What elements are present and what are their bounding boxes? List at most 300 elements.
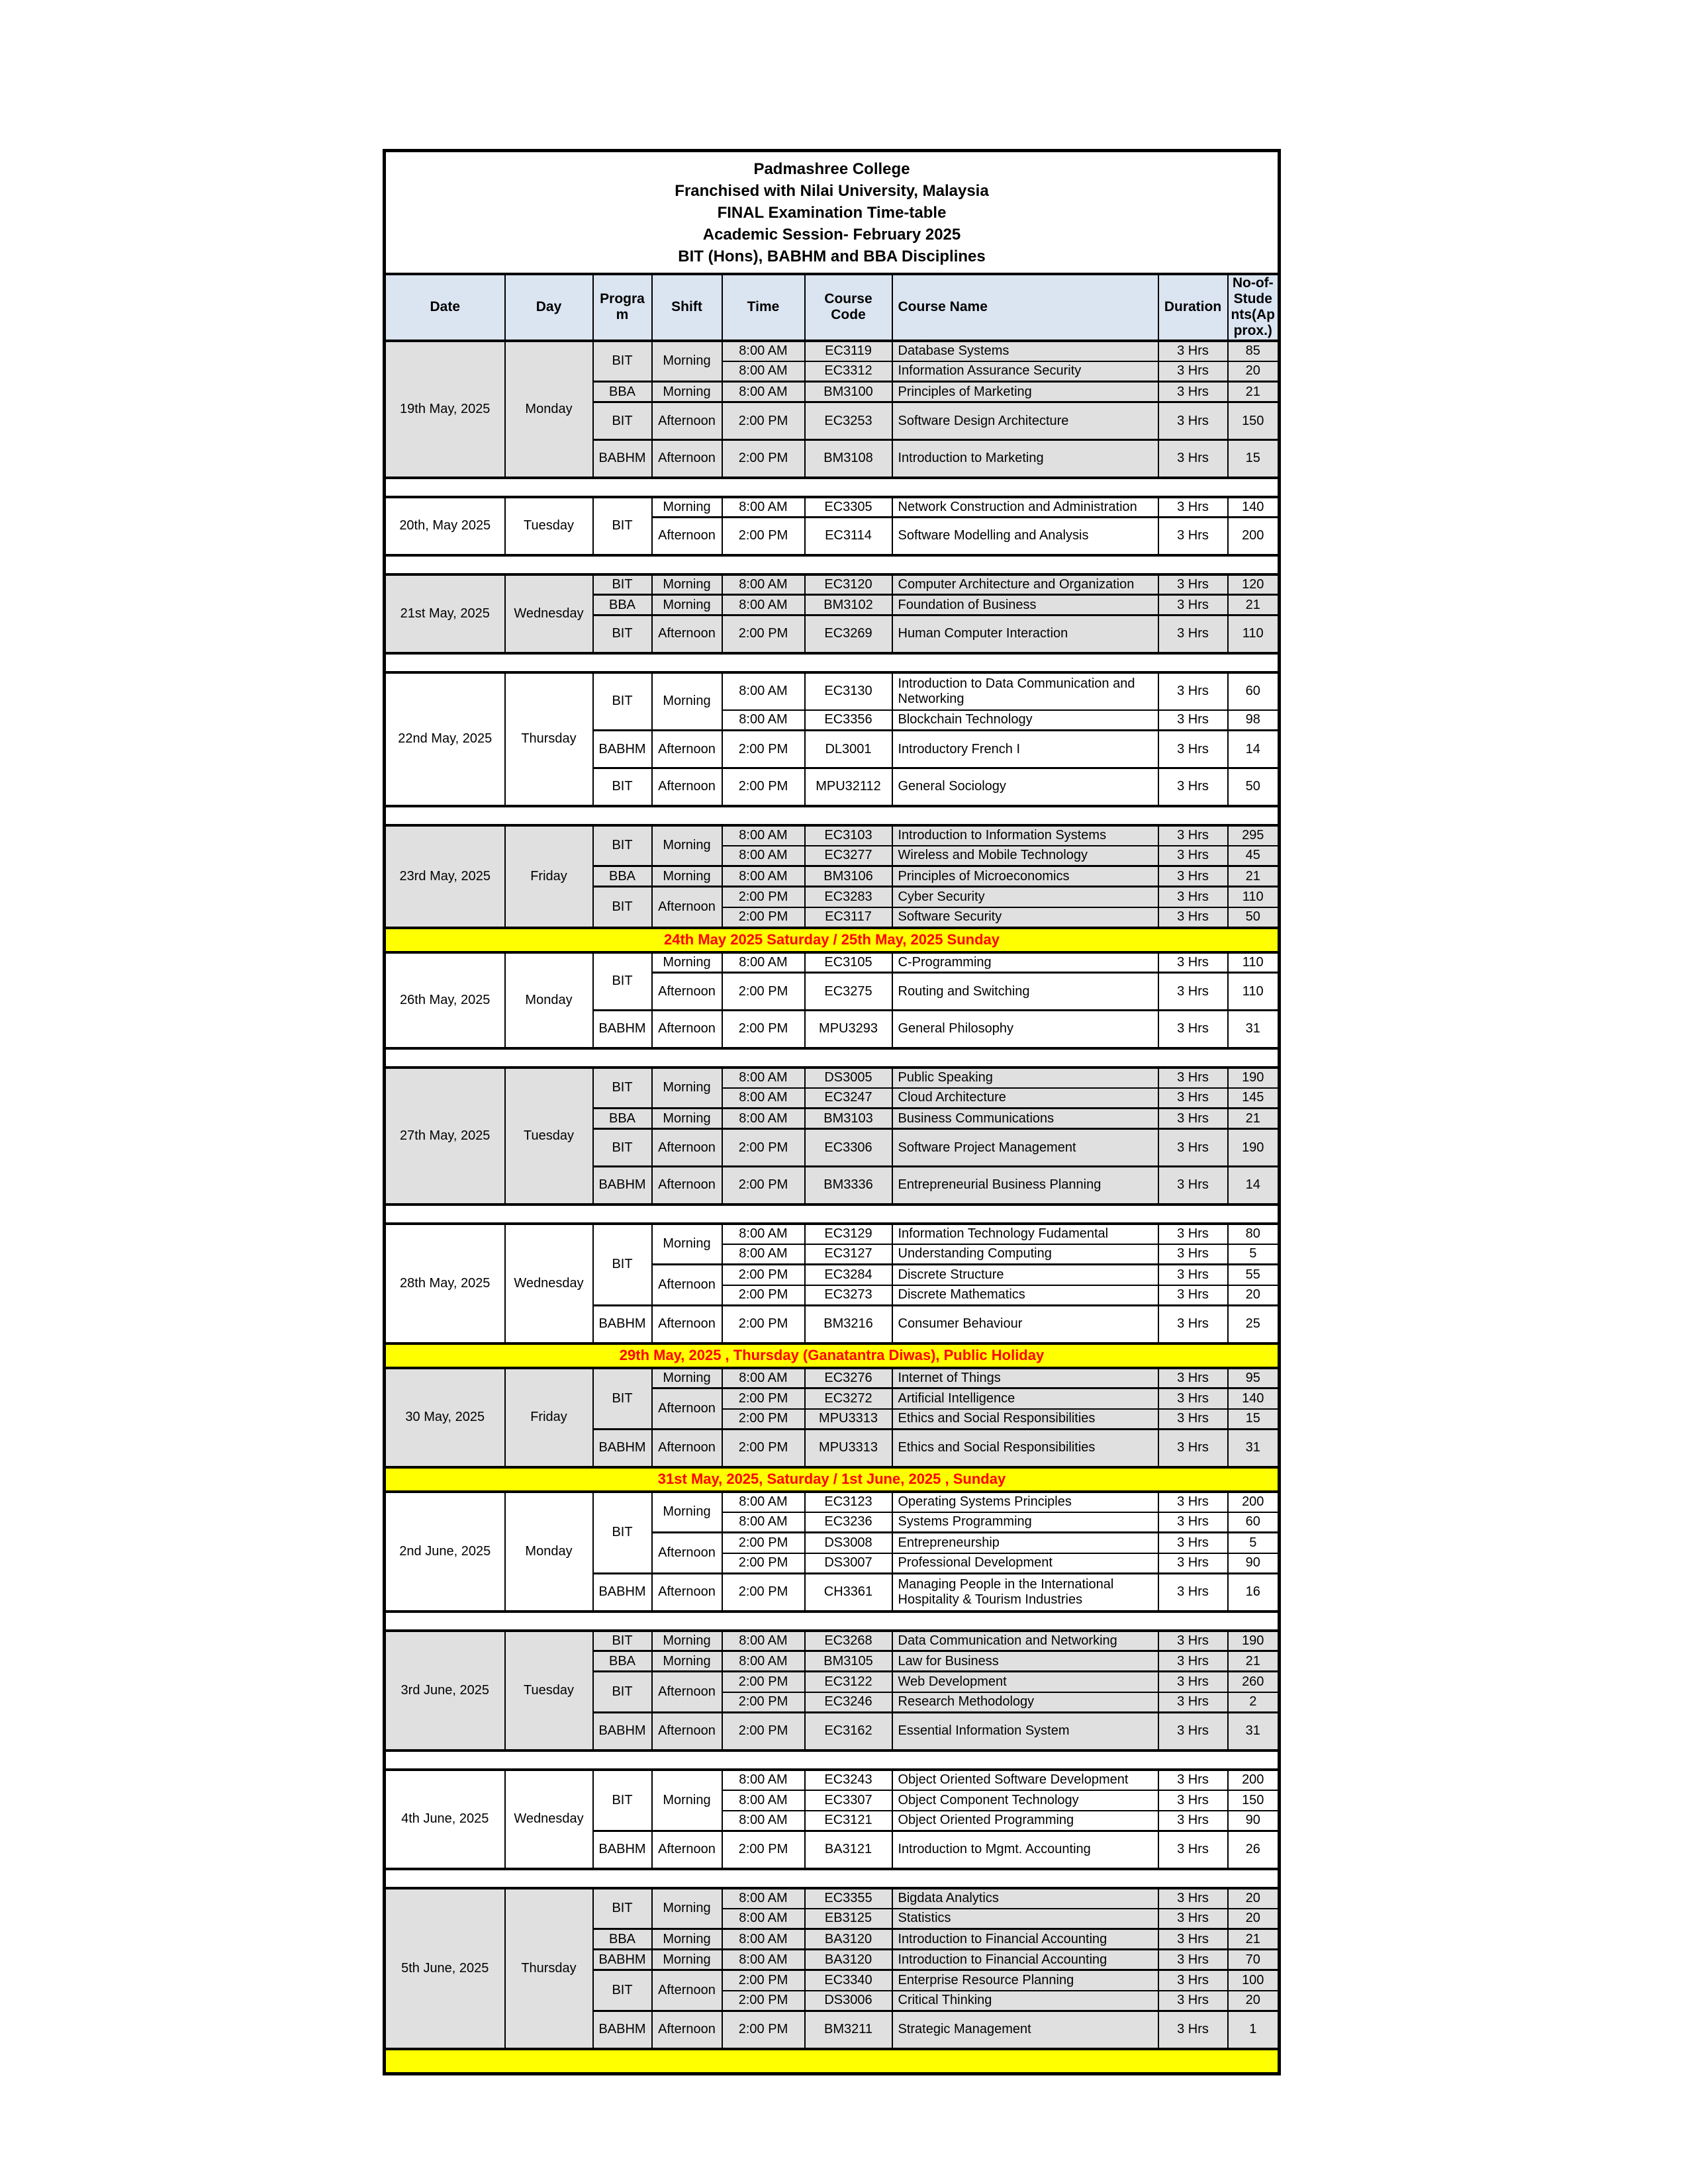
students-cell: 20 [1228,1285,1280,1306]
exam-row [385,825,1280,846]
course-code-cell: EC3122 [805,1672,892,1692]
exam-row [385,497,1280,518]
shift-cell: Afternoon [652,887,722,928]
column-header-shift: Shift [652,274,722,341]
duration-cell: 3 Hrs [1158,1265,1228,1285]
course-code-cell: EC3121 [805,1811,892,1831]
day-cell: Wednesday [505,1224,593,1343]
students-cell: 21 [1228,1109,1280,1129]
spacer-cell [385,806,1280,825]
students-cell: 110 [1228,615,1280,653]
shift-cell: Morning [652,825,722,866]
duration-cell: 3 Hrs [1158,1831,1228,1869]
course-name-cell: Foundation of Business [892,595,1158,615]
date-cell: 19th May, 2025 [385,341,505,478]
program-cell: BIT [593,672,652,731]
date-cell: 2nd June, 2025 [385,1492,505,1612]
exam-row [385,1888,1280,1909]
holiday-row [385,928,1280,952]
day-cell: Thursday [505,672,593,806]
date-cell: 5th June, 2025 [385,1888,505,2049]
title-session: Academic Session- February 2025 [702,225,961,244]
time-cell: 2:00 PM [722,1430,805,1467]
holiday-banner: 31st May, 2025, Saturday / 1st June, 2025 , Sunday [385,1467,1280,1492]
program-cell: BABHM [593,1167,652,1205]
holiday-banner: 24th May 2025 Saturday / 25th May, 2025 Sunday [385,928,1280,952]
course-code-cell: BM3103 [805,1109,892,1129]
spacer-cell [385,555,1280,574]
program-cell: BABHM [593,2011,652,2049]
duration-cell: 3 Hrs [1158,768,1228,806]
day-cell: Tuesday [505,1631,593,1751]
time-cell: 2:00 PM [722,1388,805,1409]
course-code-cell: MPU3313 [805,1430,892,1467]
duration-cell: 3 Hrs [1158,361,1228,382]
time-cell: 8:00 AM [722,341,805,361]
exam-row [385,574,1280,595]
course-code-cell: EC3269 [805,615,892,653]
duration-cell: 3 Hrs [1158,1770,1228,1790]
time-cell: 2:00 PM [722,518,805,555]
shift-cell: Morning [652,497,722,518]
course-name-cell: General Philosophy [892,1011,1158,1048]
course-name-cell: Critical Thinking [892,1991,1158,2011]
course-name-cell: Bigdata Analytics [892,1888,1158,1909]
duration-cell: 3 Hrs [1158,382,1228,402]
duration-cell: 3 Hrs [1158,825,1228,846]
program-cell: BIT [593,1224,652,1306]
title-block [385,151,1280,275]
day-cell: Monday [505,952,593,1048]
program-cell: BIT [593,341,652,382]
duration-cell: 3 Hrs [1158,1492,1228,1512]
shift-cell: Morning [652,672,722,731]
time-cell: 2:00 PM [722,1831,805,1869]
duration-cell: 3 Hrs [1158,731,1228,768]
students-cell: 70 [1228,1950,1280,1970]
duration-cell: 3 Hrs [1158,1713,1228,1751]
time-cell: 8:00 AM [722,1770,805,1790]
shift-cell: Afternoon [652,440,722,478]
students-cell: 21 [1228,1929,1280,1950]
students-cell: 20 [1228,1909,1280,1929]
course-code-cell: DS3006 [805,1991,892,2011]
course-code-cell: MPU3293 [805,1011,892,1048]
duration-cell: 3 Hrs [1158,1811,1228,1831]
spacer-cell [385,1751,1280,1770]
students-cell: 95 [1228,1368,1280,1388]
time-cell: 8:00 AM [722,825,805,846]
time-cell: 8:00 AM [722,1631,805,1651]
duration-cell: 3 Hrs [1158,402,1228,440]
course-name-cell: Ethics and Social Responsibilities [892,1409,1158,1430]
students-cell: 110 [1228,973,1280,1011]
shift-cell: Afternoon [652,1831,722,1869]
duration-cell: 3 Hrs [1158,1285,1228,1306]
time-cell: 2:00 PM [722,1970,805,1991]
shift-cell: Afternoon [652,768,722,806]
program-cell: BIT [593,768,652,806]
course-name-cell: Cloud Architecture [892,1088,1158,1109]
shift-cell: Afternoon [652,1265,722,1306]
course-code-cell: EC3129 [805,1224,892,1244]
spacer-row [385,806,1280,825]
students-cell: 26 [1228,1831,1280,1869]
course-name-cell: Software Design Architecture [892,402,1158,440]
program-cell: BBA [593,866,652,887]
course-name-cell: Data Communication and Networking [892,1631,1158,1651]
students-cell: 150 [1228,1790,1280,1811]
shift-cell: Morning [652,595,722,615]
students-cell: 21 [1228,1651,1280,1672]
program-cell: BIT [593,1129,652,1167]
time-cell: 8:00 AM [722,1244,805,1265]
spacer-row [385,555,1280,574]
shift-cell: Morning [652,1929,722,1950]
course-name-cell: Object Oriented Software Development [892,1770,1158,1790]
time-cell: 2:00 PM [722,615,805,653]
time-cell: 2:00 PM [722,1553,805,1574]
course-code-cell: EC3312 [805,361,892,382]
time-cell: 2:00 PM [722,1409,805,1430]
students-cell: 14 [1228,731,1280,768]
title-disciplines: BIT (Hons), BABHM and BBA Disciplines [678,247,986,265]
course-name-cell: Enterprise Resource Planning [892,1970,1158,1991]
spacer-row [385,1612,1280,1631]
course-name-cell: Internet of Things [892,1368,1158,1388]
students-cell: 21 [1228,595,1280,615]
students-cell: 20 [1228,1888,1280,1909]
duration-cell: 3 Hrs [1158,497,1228,518]
students-cell: 5 [1228,1533,1280,1553]
exam-row [385,341,1280,361]
shift-cell: Morning [652,1492,722,1533]
shift-cell: Afternoon [652,973,722,1011]
program-cell: BABHM [593,1430,652,1467]
course-name-cell: Principles of Marketing [892,382,1158,402]
duration-cell: 3 Hrs [1158,672,1228,710]
time-cell: 2:00 PM [722,887,805,907]
spacer-row [385,653,1280,672]
course-code-cell: EC3127 [805,1244,892,1265]
students-cell: 80 [1228,1224,1280,1244]
students-cell: 5 [1228,1244,1280,1265]
time-cell: 8:00 AM [722,1888,805,1909]
course-code-cell: BM3105 [805,1651,892,1672]
course-name-cell: Network Construction and Administration [892,497,1158,518]
shift-cell: Morning [652,952,722,973]
course-name-cell: Strategic Management [892,2011,1158,2049]
duration-cell: 3 Hrs [1158,846,1228,866]
time-cell: 8:00 AM [722,382,805,402]
course-code-cell: EC3243 [805,1770,892,1790]
duration-cell: 3 Hrs [1158,907,1228,928]
course-code-cell: EC3307 [805,1790,892,1811]
course-code-cell: BM3106 [805,866,892,887]
program-cell: BIT [593,1672,652,1713]
program-cell: BABHM [593,1713,652,1751]
course-code-cell: BM3108 [805,440,892,478]
course-code-cell: EC3119 [805,341,892,361]
program-cell: BIT [593,1631,652,1651]
date-cell: 21st May, 2025 [385,574,505,653]
time-cell: 8:00 AM [722,497,805,518]
students-cell: 120 [1228,574,1280,595]
duration-cell: 3 Hrs [1158,1991,1228,2011]
course-code-cell: BA3120 [805,1929,892,1950]
course-name-cell: Discrete Mathematics [892,1285,1158,1306]
shift-cell: Afternoon [652,1011,722,1048]
course-name-cell: Computer Architecture and Organization [892,574,1158,595]
holiday-banner [385,2049,1280,2074]
day-cell: Tuesday [505,1068,593,1205]
column-header-course-code: Course Code [805,274,892,341]
course-code-cell: EC3273 [805,1285,892,1306]
program-cell: BBA [593,1929,652,1950]
time-cell: 2:00 PM [722,402,805,440]
duration-cell: 3 Hrs [1158,518,1228,555]
duration-cell: 3 Hrs [1158,1430,1228,1467]
course-code-cell: EC3130 [805,672,892,710]
time-cell: 2:00 PM [722,1672,805,1692]
title-college-name: Padmashree College [753,159,910,178]
exam-row [385,1492,1280,1512]
course-code-cell: EC3275 [805,973,892,1011]
duration-cell: 3 Hrs [1158,1512,1228,1533]
course-name-cell: Web Development [892,1672,1158,1692]
duration-cell: 3 Hrs [1158,973,1228,1011]
day-cell: Friday [505,825,593,928]
shift-cell: Afternoon [652,1533,722,1574]
course-code-cell: EC3284 [805,1265,892,1285]
day-cell: Thursday [505,1888,593,2049]
time-cell: 2:00 PM [722,1574,805,1612]
course-name-cell: Introduction to Marketing [892,440,1158,478]
program-cell: BABHM [593,1950,652,1970]
course-name-cell: Principles of Microeconomics [892,866,1158,887]
spacer-cell [385,653,1280,672]
course-code-cell: EC3114 [805,518,892,555]
students-cell: 295 [1228,825,1280,846]
duration-cell: 3 Hrs [1158,440,1228,478]
date-cell: 23rd May, 2025 [385,825,505,928]
course-name-cell: Managing People in the International Hospitality & Tourism Industries [892,1574,1158,1612]
day-cell: Wednesday [505,1770,593,1869]
shift-cell: Morning [652,1109,722,1129]
duration-cell: 3 Hrs [1158,1306,1228,1343]
duration-cell: 3 Hrs [1158,887,1228,907]
course-name-cell: Research Methodology [892,1692,1158,1713]
day-cell: Friday [505,1368,593,1467]
course-name-cell: Introductory French I [892,731,1158,768]
shift-cell: Afternoon [652,402,722,440]
course-code-cell: MPU32112 [805,768,892,806]
program-cell: BABHM [593,1011,652,1048]
duration-cell: 3 Hrs [1158,952,1228,973]
students-cell: 90 [1228,1811,1280,1831]
spacer-row [385,478,1280,497]
course-name-cell: Object Component Technology [892,1790,1158,1811]
students-cell: 14 [1228,1167,1280,1205]
course-code-cell: CH3361 [805,1574,892,1612]
students-cell: 60 [1228,1512,1280,1533]
header-row [385,274,1280,341]
students-cell: 110 [1228,952,1280,973]
course-name-cell: Statistics [892,1909,1158,1929]
date-cell: 30 May, 2025 [385,1368,505,1467]
course-code-cell: EC3355 [805,1888,892,1909]
course-name-cell: Entrepreneurial Business Planning [892,1167,1158,1205]
program-cell: BIT [593,825,652,866]
program-cell: BIT [593,1068,652,1109]
course-name-cell: Public Speaking [892,1068,1158,1088]
time-cell: 2:00 PM [722,1533,805,1553]
shift-cell: Morning [652,1950,722,1970]
time-cell: 8:00 AM [722,1068,805,1088]
duration-cell: 3 Hrs [1158,1888,1228,1909]
shift-cell: Morning [652,1631,722,1651]
duration-cell: 3 Hrs [1158,1368,1228,1388]
time-cell: 2:00 PM [722,1306,805,1343]
students-cell: 25 [1228,1306,1280,1343]
exam-row [385,1068,1280,1088]
program-cell: BIT [593,1492,652,1574]
course-name-cell: Information Technology Fudamental [892,1224,1158,1244]
time-cell: 2:00 PM [722,973,805,1011]
duration-cell: 3 Hrs [1158,1790,1228,1811]
program-cell: BIT [593,574,652,595]
spacer-cell [385,1612,1280,1631]
program-cell: BBA [593,1109,652,1129]
duration-cell: 3 Hrs [1158,1574,1228,1612]
shift-cell: Morning [652,1888,722,1929]
time-cell: 2:00 PM [722,1692,805,1713]
shift-cell: Afternoon [652,1574,722,1612]
time-cell: 8:00 AM [722,1224,805,1244]
course-name-cell: General Sociology [892,768,1158,806]
program-cell: BIT [593,497,652,555]
students-cell: 260 [1228,1672,1280,1692]
shift-cell: Morning [652,866,722,887]
course-name-cell: Cyber Security [892,887,1158,907]
course-name-cell: Wireless and Mobile Technology [892,846,1158,866]
title-cell [385,151,1280,275]
program-cell: BIT [593,1970,652,2011]
course-name-cell: Blockchain Technology [892,710,1158,731]
course-code-cell: EC3162 [805,1713,892,1751]
spacer-row [385,1205,1280,1224]
day-cell: Monday [505,1492,593,1612]
course-name-cell: Essential Information System [892,1713,1158,1751]
course-name-cell: Introduction to Financial Accounting [892,1929,1158,1950]
course-name-cell: Introduction to Financial Accounting [892,1950,1158,1970]
duration-cell: 3 Hrs [1158,1692,1228,1713]
holiday-row [385,1343,1280,1368]
duration-cell: 3 Hrs [1158,1970,1228,1991]
duration-cell: 3 Hrs [1158,1950,1228,1970]
students-cell: 2 [1228,1692,1280,1713]
shift-cell: Afternoon [652,1129,722,1167]
duration-cell: 3 Hrs [1158,2011,1228,2049]
shift-cell: Afternoon [652,2011,722,2049]
course-code-cell: BM3211 [805,2011,892,2049]
students-cell: 190 [1228,1129,1280,1167]
time-cell: 8:00 AM [722,1492,805,1512]
time-cell: 8:00 AM [722,1929,805,1950]
program-cell: BABHM [593,1831,652,1869]
program-cell: BABHM [593,440,652,478]
students-cell: 90 [1228,1553,1280,1574]
duration-cell: 3 Hrs [1158,1409,1228,1430]
shift-cell: Afternoon [652,1388,722,1430]
students-cell: 31 [1228,1430,1280,1467]
course-name-cell: Introduction to Mgmt. Accounting [892,1831,1158,1869]
students-cell: 98 [1228,710,1280,731]
column-header-course-name: Course Name [892,274,1158,341]
time-cell: 8:00 AM [722,846,805,866]
course-name-cell: Routing and Switching [892,973,1158,1011]
column-header-day: Day [505,274,593,341]
course-code-cell: DL3001 [805,731,892,768]
students-cell: 31 [1228,1011,1280,1048]
time-cell: 8:00 AM [722,1811,805,1831]
date-cell: 22nd May, 2025 [385,672,505,806]
students-cell: 200 [1228,1492,1280,1512]
day-cell: Wednesday [505,574,593,653]
shift-cell: Morning [652,341,722,382]
course-name-cell: Software Security [892,907,1158,928]
course-name-cell: Object Oriented Programming [892,1811,1158,1831]
duration-cell: 3 Hrs [1158,1244,1228,1265]
students-cell: 15 [1228,1409,1280,1430]
course-name-cell: Discrete Structure [892,1265,1158,1285]
course-name-cell: Law for Business [892,1651,1158,1672]
course-code-cell: EC3236 [805,1512,892,1533]
course-name-cell: Systems Programming [892,1512,1158,1533]
course-name-cell: Business Communications [892,1109,1158,1129]
shift-cell: Morning [652,574,722,595]
exam-row [385,1224,1280,1244]
course-code-cell: EC3283 [805,887,892,907]
exam-row [385,1368,1280,1388]
shift-cell: Morning [652,1368,722,1388]
title-exam: FINAL Examination Time-table [717,203,947,222]
shift-cell: Morning [652,1068,722,1109]
program-cell: BIT [593,1888,652,1929]
students-cell: 145 [1228,1088,1280,1109]
course-code-cell: DS3007 [805,1553,892,1574]
shift-cell: Afternoon [652,615,722,653]
course-code-cell: BM3102 [805,595,892,615]
shift-cell: Afternoon [652,1167,722,1205]
day-cell: Tuesday [505,497,593,555]
students-cell: 110 [1228,887,1280,907]
time-cell: 8:00 AM [722,574,805,595]
course-name-cell: Software Project Management [892,1129,1158,1167]
column-header-students: No-of-Students(Approx.) [1228,274,1280,341]
course-name-cell: Understanding Computing [892,1244,1158,1265]
course-name-cell: Ethics and Social Responsibilities [892,1430,1158,1467]
date-cell: 4th June, 2025 [385,1770,505,1869]
time-cell: 8:00 AM [722,866,805,887]
students-cell: 16 [1228,1574,1280,1612]
duration-cell: 3 Hrs [1158,1553,1228,1574]
duration-cell: 3 Hrs [1158,1167,1228,1205]
course-code-cell: EC3277 [805,846,892,866]
date-cell: 28th May, 2025 [385,1224,505,1343]
shift-cell: Afternoon [652,1713,722,1751]
shift-cell: Morning [652,382,722,402]
